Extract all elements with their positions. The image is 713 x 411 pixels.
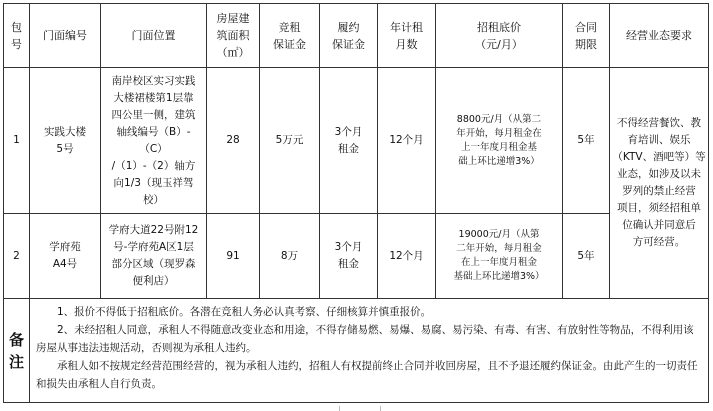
notes-row — [4, 299, 709, 403]
row1-location: 南岸校区实习实践 大楼裙楼第1层靠 四公里一侧，建筑 轴线编号（B）-（C） /（1）-（2）轴方 向1/3（现玉祥驾 校） — [101, 68, 207, 214]
header-location: 门面位置 — [101, 4, 207, 68]
row2-area: 91 — [207, 214, 260, 299]
table-row — [4, 68, 709, 214]
page-break-marker — [339, 406, 381, 411]
row2-annual-months: 12个月 — [378, 214, 436, 299]
rental-listing-table — [3, 3, 709, 403]
row2-performance-deposit: 3个月 租金 — [320, 214, 378, 299]
row2-contract-term: 5年 — [563, 214, 610, 299]
table-row — [4, 214, 709, 299]
row2-store-number: 学府苑 A4号 — [30, 214, 101, 299]
header-bid-deposit: 竞租 保证金 — [260, 4, 320, 68]
row1-annual-months: 12个月 — [378, 68, 436, 214]
business-requirement-cell: 不得经营餐饮、教 育培训、娱乐 （KTV、酒吧等）等 业态，如涉及以未 罗列的禁止经营 项目，须经招租单 位确认并同意后 方可经营。 — [610, 68, 709, 299]
note-item: 1、报价不得低于招租底价。各潜在竞租人务必认真考察、仔细核算并慎重报价。 — [57, 306, 432, 318]
row1-package: 1 — [4, 68, 30, 214]
header-base-price: 招租底价 （元/月） — [436, 4, 563, 68]
header-annual-months: 年计租 月数 — [378, 4, 436, 68]
note-item: 2、未经招租人同意，承租人不得随意改变业态和用途，不得存储易燃、易爆、易腐、易污染、有毒、有害、有放射性等物品，不得利用该房屋从事违法违规活动，否则视为承租人违约。 — [36, 324, 694, 354]
note-item: 承租人如不按规定经营范围经营的，视为承租人违约，招租人有权提前终止合同并收回房屋，且不予退还履约保证金。由此产生的一切责任和损失由承租人自行负责。 — [36, 360, 698, 390]
row2-location: 学府大道22号附12 号-学府苑A区1层 部分区域（现罗森 便利店） — [101, 214, 207, 299]
row1-bid-deposit: 5万元 — [260, 68, 320, 214]
row1-store-number: 实践大楼 5号 — [30, 68, 101, 214]
row2-bid-deposit: 8万 — [260, 214, 320, 299]
header-performance-deposit: 履约 保证金 — [320, 4, 378, 68]
header-business-requirement: 经营业态要求 — [610, 4, 709, 68]
header-area: 房屋建 筑面积 （㎡） — [207, 4, 260, 68]
header-store-number: 门面编号 — [30, 4, 101, 68]
row2-base-price: 19000元/月（从第 二年开始，每月租金 在上一年度月租金 基础上环比递增3%） — [436, 214, 563, 299]
row2-package: 2 — [4, 214, 30, 299]
row1-area: 28 — [207, 68, 260, 214]
header-package: 包 号 — [4, 4, 30, 68]
row1-contract-term: 5年 — [563, 68, 610, 214]
row1-performance-deposit: 3个月 租金 — [320, 68, 378, 214]
header-contract-term: 合同 期限 — [563, 4, 610, 68]
row1-base-price: 8800元/月（从第二 年开始，每月租金在 上一年度月租金基 础上环比递增3%） — [436, 68, 563, 214]
header-row — [4, 4, 709, 68]
notes-label: 备 注 — [4, 299, 30, 403]
notes-content — [30, 299, 709, 403]
